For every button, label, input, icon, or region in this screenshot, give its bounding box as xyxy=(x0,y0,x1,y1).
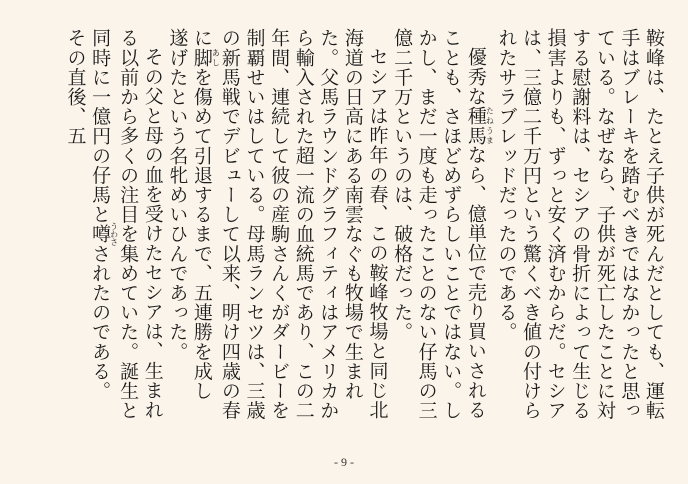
furigana-reading: うわさ xyxy=(109,221,119,246)
vertical-text-body xyxy=(26,28,666,420)
furigana-ruby: 脚あし xyxy=(190,47,221,68)
page-number: - 9 - xyxy=(334,455,354,469)
paragraph-3 xyxy=(165,28,390,420)
furigana-ruby: 噂うわさ xyxy=(89,221,119,246)
furigana-reading: たねうま xyxy=(485,105,495,145)
paragraph-4-text: その父と母の血を受けたセシアは、生まれる以前から多くの注目を集めていた。誕生と同時に一億円の仔馬と噂うわさされたのである。その直後、五 xyxy=(64,28,164,420)
paragraph-1: 鞍峰は、たとえ子供が死んだとしても、運転手はブレーキを踏むべきではなかったと思っている。なぜなら、子供が死亡したことに対する慰謝料は、セシアの骨折によって生じる損害よりも、ずっと安く済むからだ。セシアは、三億二千万円という驚くべき値の付けられたサラブレッドだったのである。 xyxy=(495,28,665,420)
paragraph-4 xyxy=(63,28,165,420)
furigana-ruby: 種馬たねうま xyxy=(464,105,495,146)
paragraph-2 xyxy=(389,28,493,420)
paragraph-2-text: 優秀な種馬たねうまなら、億単位で売り買いされることも、さほどめずらしいことではない。しかし、まだ一度も走ったことのない仔馬の三億二千万というのは、破格だった。 xyxy=(391,28,495,420)
paragraph-3-text: セシアは昨年の春、この鞍峰牧場と同じ北海道の日高にある南雲なぐも牧場で生まれた。父馬ラウンドグラフィティはアメリカから輸入された超一流の血統馬であり、この二年間、連続して彼の産駒さんくがダービーを制覇せいはしている。母馬ランセツは、三歳の新馬戦でデビューして以来、明け四歳の春に脚あしを傷めて引退するまで、五連勝を成し遂げたという名牝めいひんであった。 xyxy=(166,28,389,420)
furigana-reading: あし xyxy=(211,47,221,68)
